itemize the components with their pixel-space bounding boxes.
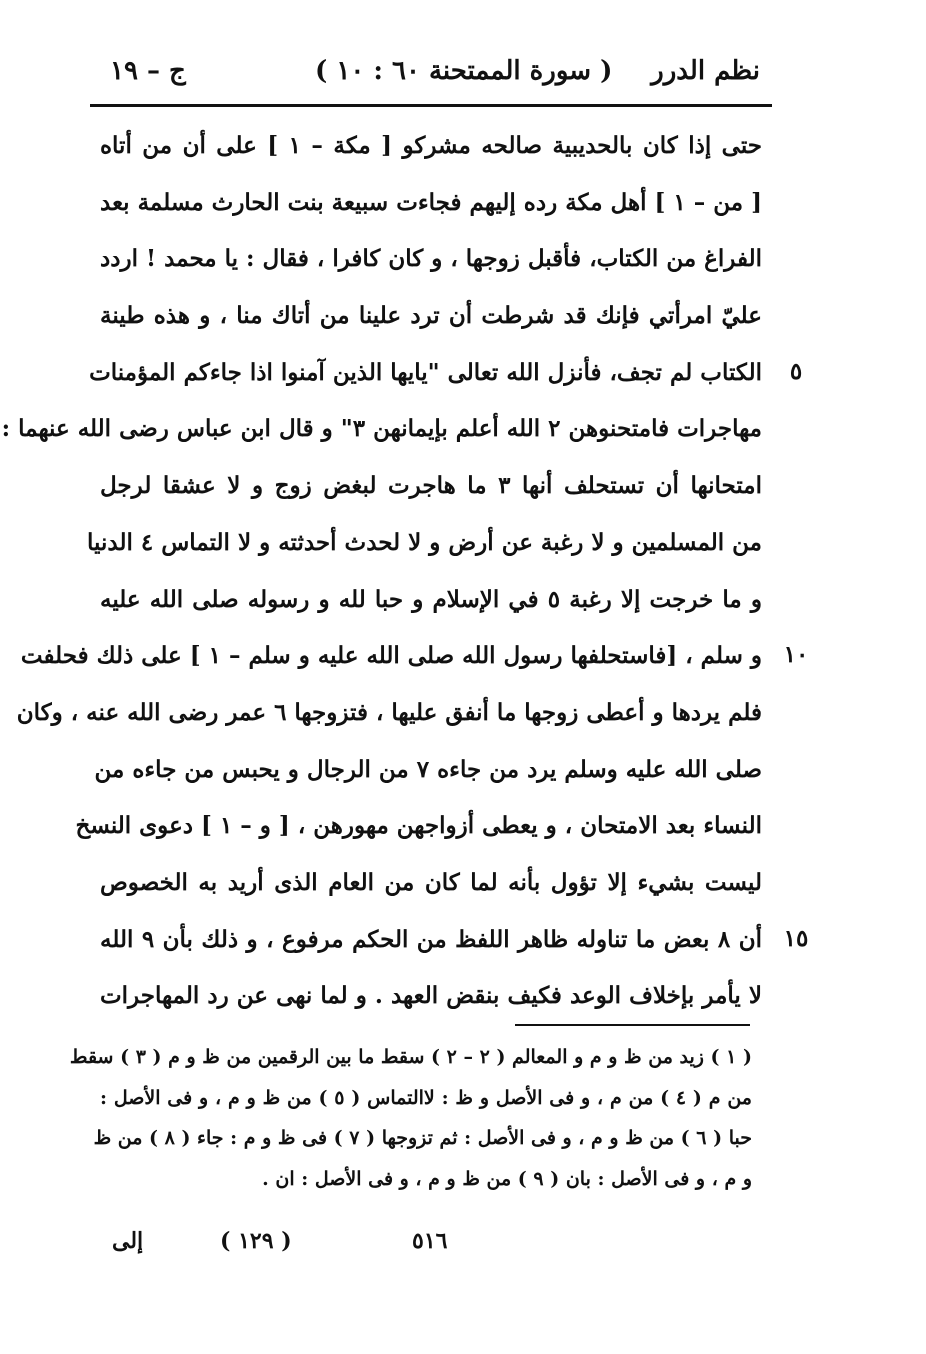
page-number: ٥١٦: [412, 1228, 448, 1254]
text-line: عليّ امرأتي فإنك قد شرطت أن ترد علينا من أتاك منا ، و هذه طينة: [100, 302, 762, 330]
catchword: إلى: [112, 1228, 144, 1254]
text-line: الفراغ من الكتاب، فأقبل زوجها ، و كان كافرا ، فقال : يا محمد ! اردد: [100, 245, 762, 273]
running-header: [100, 56, 760, 96]
header-rule: [90, 104, 772, 107]
line-number-15: ١٥: [783, 925, 809, 952]
footnotes: [69, 1037, 752, 1199]
text-line: النساء بعد الامتحان ، و يعطى أزواجهن مهورهن ، [ و – ١ ] دعوى النسخ: [75, 812, 762, 840]
footnote-line: و م ، و فى الأصل : بان ( ٩ ) من ظ و م ، و فى الأصل : ان .: [262, 1167, 752, 1190]
manuscript-page-number: ( ١٢٩ ): [220, 1228, 292, 1254]
text-line: امتحانها أن تستحلف أنها ٣ ما هاجرت لبغض زوج و لا عشقا لرجل: [100, 472, 762, 500]
text-line: أن ٨ بعض ما تناوله ظاهر اللفظ من الحكم مرفوع ، و ذلك بأن ٩ الله: [100, 925, 762, 953]
text-line: لا يأمر بإخلاف الوعد فكيف بنقض العهد . و لما نهى عن رد المهاجرات: [100, 982, 762, 1010]
text-line: صلى الله عليه وسلم يرد من جاءه ٧ من الرجال و يحبس من جاءه من: [94, 755, 762, 783]
text-line: الكتاب لم تجف، فأنزل الله تعالى "يايها الذين آمنوا اذا جاءكم المؤمنات: [89, 358, 762, 386]
line-number-5: ٥: [789, 358, 803, 385]
surah-reference: ( سورة الممتحنة ٦٠ : ١٠ ): [315, 56, 613, 86]
main-text: [1, 118, 763, 1025]
text-line: فلم يردها و أعطى زوجها ما أنفق عليها ، فتزوجها ٦ عمر رضى الله عنه ، وكان: [16, 698, 762, 726]
text-line: مهاجرات فامتحنوهن ٢ الله أعلم بإيمانهن ٣" و قال ابن عباس رضى الله عنهما :: [1, 415, 762, 443]
text-line: ليست بشيء إلا تؤول بأنه لما كان من العام الذى أريد به الخصوص: [100, 868, 762, 896]
footnote-line: من م ( ٤ ) من م ، و فى الأصل و ظ : لاالتماس ( ٥ ) من ظ و م ، و فى الأصل :: [100, 1086, 752, 1109]
text-line: و سلم ، [فاستحلفها رسول الله صلى الله عليه و سلم – ١ ] على ذلك فحلفت: [20, 642, 762, 670]
volume-number: ج – ١٩: [110, 56, 186, 86]
text-line: [ من – ١ ] أهل مكة رده إليهم فجاءت سبيعة بنت الحارث مسلمة بعد: [100, 188, 763, 216]
text-line: و ما خرجت إلا رغبة ٥ في الإسلام و حبا لله و رسوله صلى الله عليه: [100, 585, 762, 613]
footnote-line: ( ١ ) زيد من ظ و م و المعالم ( ٢ – ٢ ) سقط ما بين الرقمين من ظ و م ( ٣ ) سقط: [69, 1046, 752, 1068]
text-line: حتى إذا كان بالحديبية صالحه مشركو [ مكة – ١ ] على أن من أتاه: [100, 132, 762, 159]
line-number-10: ١٠: [783, 641, 809, 668]
text-line: من المسلمين و لا رغبة عن أرض و لا لحدث أحدثته و لا التماس ٤ الدنيا: [87, 528, 762, 556]
footnote-line: حبا ( ٦ ) من ظ و م ، و فى الأصل : ثم تزوجها ( ٧ ) فى ظ و م : جاء ( ٨ ) من ظ: [93, 1127, 752, 1149]
book-title: نظم الدرر: [651, 56, 760, 86]
footnote-rule: [515, 1024, 750, 1026]
page-footer: [100, 1228, 760, 1264]
